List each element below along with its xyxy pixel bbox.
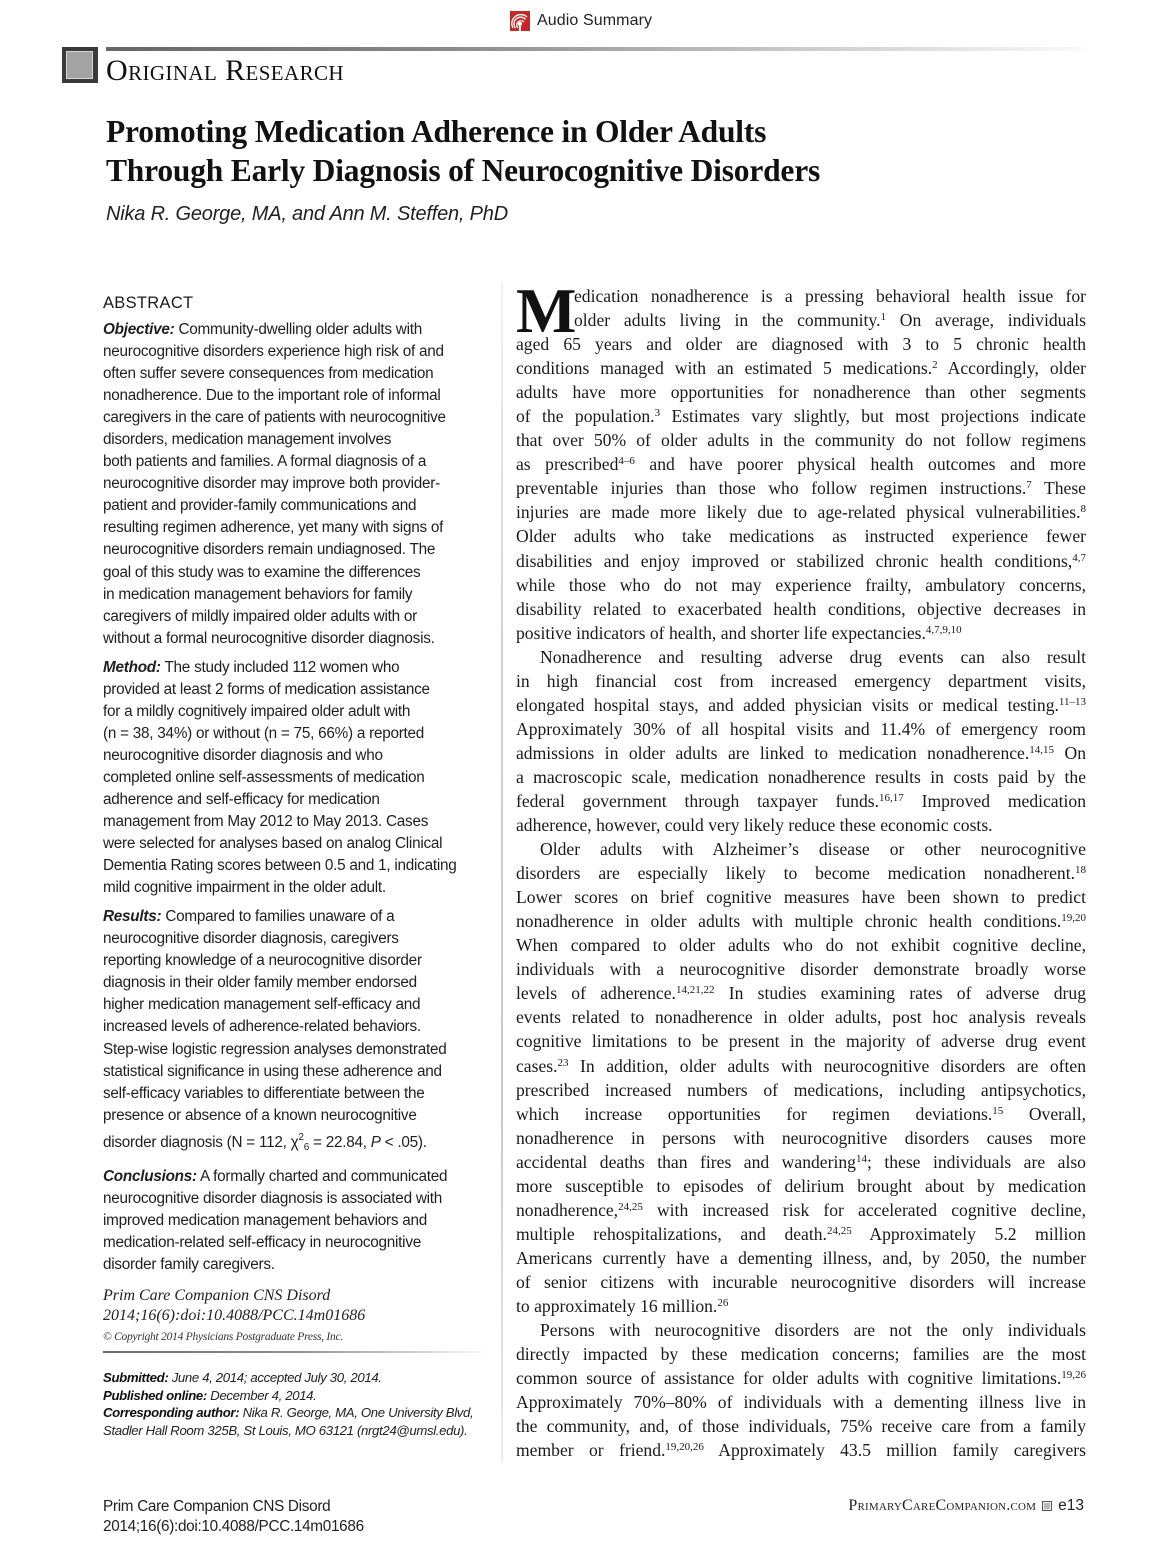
abstract-text: presence or absence of a known neurocognitive (103, 1106, 417, 1124)
body-text: nonadherence in older adults with multiple chronic health conditions. (516, 911, 1062, 932)
abstract (103, 292, 491, 1346)
abstract-text: reporting knowledge of a neurocognitive disorder (103, 952, 422, 970)
body-line (516, 1366, 1086, 1390)
body-text: Persons with neurocognitive disorders are not the only individuals (540, 1320, 1086, 1341)
abstract-line (103, 319, 491, 341)
corresponding-line (103, 1404, 498, 1422)
submitted-value: June 4, 2014; accepted July 30, 2014. (168, 1370, 382, 1385)
abstract-text: were selected for analyses based on analog Clinical (103, 835, 443, 853)
body-line (516, 404, 1086, 428)
audio-speaker-icon (510, 11, 530, 31)
abstract-line (103, 723, 491, 745)
citation-ref: 1 (880, 311, 886, 324)
body-text: admissions in older adults are linked to medication nonadherence. (516, 742, 1030, 763)
body-line (516, 524, 1086, 548)
body-text: of the population. (516, 406, 655, 427)
body-text: nonadherence in persons with neurocognitive disorders causes more (516, 1127, 1086, 1148)
section-marker-icon (62, 47, 98, 83)
stat-middle: = 22.84, (309, 1133, 371, 1151)
body-text: preventable injuries than those who follow regimen instructions. (516, 478, 1027, 499)
abstract-text: neurocognitive disorders remain undiagnosed. The (103, 541, 436, 559)
body-text: with increased risk for accelerated cognitive decline, (642, 1199, 1086, 1220)
abstract-line (103, 928, 491, 950)
body-text: These (1031, 478, 1086, 499)
citation-ref: 26 (717, 1296, 729, 1309)
abstract-line (103, 1105, 491, 1127)
body-line (516, 1005, 1086, 1029)
citation-line: Prim Care Companion CNS Disord (103, 1286, 331, 1304)
citation-ref: 24,25 (618, 1200, 643, 1213)
body-text: Older adults with Alzheimer’s disease or other neurocognitive (540, 839, 1086, 860)
stat-p-label: P (370, 1133, 381, 1151)
body-text: Overall, (1003, 1103, 1086, 1124)
divider (103, 1351, 488, 1353)
abstract-text: caregivers in the care of patients with neurocognitive (103, 409, 446, 427)
body-line (516, 669, 1086, 693)
body-text: nonadherence, (516, 1199, 619, 1220)
abstract-line (103, 745, 491, 767)
abstract-line (103, 628, 491, 650)
citation-ref: 19,20,26 (665, 1441, 704, 1454)
abstract-text: neurocognitive disorder diagnosis is associated with (103, 1189, 443, 1207)
published-line (103, 1387, 498, 1405)
abstract-line (103, 1016, 491, 1038)
stat-prefix: disorder diagnosis (N = 112, χ (103, 1133, 299, 1151)
abstract-line (103, 972, 491, 994)
citation-ref: 19,20 (1061, 912, 1086, 925)
body-text: Lower scores on brief cognitive measures have been shown to predict (516, 887, 1086, 908)
abstract-line (103, 767, 491, 789)
abstract-text: self-efficacy variables to differentiate between the (103, 1084, 425, 1102)
citation-ref: 2 (932, 359, 938, 372)
abstract-text: goal of this study was to examine the differences (103, 563, 421, 581)
body-line (516, 861, 1086, 885)
citation-ref: 3 (654, 407, 661, 420)
body-line (516, 741, 1086, 765)
body-line (516, 1222, 1086, 1246)
body-text: disability related to exacerbated health conditions, objective decreases in (516, 598, 1086, 619)
abstract-line (103, 906, 491, 928)
body-text: Approximately 70%–80% of individuals with a dementing illness live in (516, 1392, 1086, 1413)
citation-ref: 23 (557, 1056, 569, 1069)
abstract-line (103, 833, 491, 855)
body-line (516, 1342, 1086, 1366)
body-line (516, 308, 1086, 332)
body-text: Approximately 30% of all hospital visits and 11.4% of emergency room (516, 718, 1086, 739)
audio-summary-label: Audio Summary (537, 12, 653, 29)
body-text: positive indicators of health, and shorter life expectancies. (516, 622, 926, 643)
abstract-text: completed online self-assessments of medication (103, 768, 425, 786)
body-line (516, 837, 1086, 861)
body-text: Older adults who take medications as instructed experience fewer (516, 526, 1086, 547)
abstract-line (103, 429, 491, 451)
footer-journal-line: Prim Care Companion CNS Disord (103, 1498, 331, 1515)
body-line (516, 1029, 1086, 1053)
body-text: in high financial cost from increased emergency department visits, (516, 670, 1086, 691)
abstract-section (103, 1166, 491, 1276)
body-text: more susceptible to episodes of delirium brought about by medication (516, 1175, 1086, 1196)
body-line (516, 380, 1086, 404)
body-text: adherence, however, could very likely reduce these economic costs. (516, 815, 993, 836)
body-text: aged 65 years and older are diagnosed with 3 to 5 chronic health (516, 334, 1086, 355)
abstract-text: nonadherence. Due to the important role of informal (103, 387, 441, 405)
abstract-text: disorder family caregivers. (103, 1255, 275, 1273)
abstract-text: diagnosis in their older family member endorsed (103, 974, 417, 992)
corresponding-label: Corresponding author: (103, 1405, 240, 1420)
abstract-line (103, 994, 491, 1016)
body-text: member or friend. (516, 1440, 666, 1461)
body-line (516, 1246, 1086, 1270)
abstract-text: higher medication management self-efficacy and (103, 996, 421, 1014)
abstract-line (103, 1083, 491, 1105)
abstract-line (103, 341, 491, 363)
body-line (516, 597, 1086, 621)
abstract-section-label: Objective: (103, 321, 175, 338)
citation-ref: 4–6 (618, 455, 635, 468)
abstract-section-label: Conclusions: (103, 1167, 197, 1185)
page-number: e13 (1058, 1497, 1084, 1514)
body-line (516, 452, 1086, 476)
abstract-line (103, 855, 491, 877)
body-text: Improved medication (903, 790, 1086, 811)
body-line (516, 933, 1086, 957)
abstract-section (103, 319, 491, 650)
body-line (516, 1174, 1086, 1198)
body-line (516, 1294, 1086, 1318)
body-text: On average, individuals (886, 310, 1086, 331)
body-line (516, 1102, 1086, 1126)
body-text: When compared to older adults who do not exhibit cognitive decline, (516, 935, 1086, 956)
journal-website-link[interactable]: PrimaryCareCompanion.com (848, 1497, 1037, 1514)
abstract-section-label: Method: (103, 658, 161, 676)
abstract-text: A formally charted and communicated (196, 1167, 448, 1185)
body-paragraph (516, 837, 1086, 1318)
abstract-text: resulting regimen adherence, yet many with signs of (103, 519, 444, 537)
body-text: adults have more opportunities for nonadherence than other segments (516, 382, 1086, 403)
abstract-line (103, 1210, 491, 1232)
body-line (516, 981, 1086, 1005)
body-line (516, 573, 1086, 597)
citation-line: 2014;16(6):doi:10.4088/PCC.14m01686 (103, 1306, 366, 1324)
abstract-heading: ABSTRACT (103, 294, 194, 312)
abstract-text: neurocognitive disorder may improve both provider- (103, 475, 440, 493)
abstract-text: for a mildly cognitively impaired older adult with (103, 702, 411, 720)
body-text: cognitive limitations to be present in the majority of adverse drug event (516, 1031, 1086, 1052)
body-text: levels of adherence. (516, 983, 676, 1004)
body-line (516, 1270, 1086, 1294)
submitted-label: Submitted: (103, 1370, 169, 1385)
copyright: © Copyright 2014 Physicians Postgraduate Press, Inc. (103, 1330, 343, 1343)
footer-journal-line: 2014;16(6):doi:10.4088/PCC.14m01686 (103, 1518, 364, 1535)
body-text: Approximately 43.5 million family caregivers (703, 1440, 1086, 1461)
body-text: which increase opportunities for regimen deviations. (516, 1103, 993, 1124)
citation-ref: 14 (855, 1152, 867, 1165)
citation-ref: 4,7 (1072, 551, 1086, 564)
column-divider (501, 282, 503, 1462)
abstract-text: The study included 112 women who (160, 658, 400, 676)
body-text: In studies examining rates of adverse drug (714, 983, 1086, 1004)
body-text: individuals with a neurocognitive disorder demonstrate broadly worse (516, 959, 1086, 980)
published-value: December 4, 2014. (206, 1387, 317, 1403)
abstract-section (103, 657, 491, 900)
article-meta (103, 1369, 498, 1439)
abstract-line (103, 679, 491, 701)
audio-summary-link[interactable] (510, 11, 652, 31)
abstract-line (103, 606, 491, 628)
abstract-line (103, 385, 491, 407)
citation-ref: 18 (1075, 864, 1086, 877)
section-rule (106, 47, 1086, 51)
abstract-text: management from May 2012 to May 2013. Cases (103, 813, 429, 831)
body-line (516, 645, 1086, 669)
body-line (516, 957, 1086, 981)
body-line (516, 1318, 1086, 1342)
abstract-line (103, 473, 491, 495)
body-text: elongated hospital stays, and added physician visits or medical testing. (516, 694, 1059, 715)
body-line (516, 356, 1086, 380)
abstract-text: both patients and families. A formal diagnosis of a (103, 453, 427, 471)
body-text: edication nonadherence is a pressing behavioral health issue for (574, 286, 1086, 306)
abstract-line (103, 1188, 491, 1210)
body-line (516, 332, 1086, 356)
article-title (106, 112, 1006, 190)
authors: Nika R. George, MA, and Ann M. Steffen, PhD (106, 203, 508, 225)
citation-ref: 8 (1080, 503, 1086, 516)
citation-ref: 14,15 (1029, 743, 1055, 756)
abstract-citation (103, 1286, 491, 1326)
body-text: cases. (516, 1055, 558, 1076)
body-text: Estimates vary slightly, but most projections indicate (660, 406, 1086, 427)
body-line (516, 789, 1086, 813)
abstract-text: disorders, medication management involves (103, 431, 392, 449)
body-line (516, 717, 1086, 741)
section-label: Original Research (106, 54, 344, 87)
abstract-line (103, 584, 491, 606)
body-line (516, 284, 1086, 308)
abstract-line (103, 1232, 491, 1254)
abstract-text: Step-wise logistic regression analyses demonstrated (103, 1040, 447, 1058)
body-line (516, 1414, 1086, 1438)
abstract-text: without a formal neurocognitive disorder diagnosis. (103, 629, 435, 647)
body-paragraph (516, 275, 1086, 645)
body-line (516, 765, 1086, 789)
body-text: while those who do not may experience frailty, ambulatory concerns, (516, 574, 1086, 595)
body-text: disorders are especially likely to become medication nonadherent. (516, 863, 1075, 884)
body-line (516, 428, 1086, 452)
stat-subscript: 6 (303, 1141, 310, 1153)
abstract-line (103, 495, 491, 517)
body-line (516, 909, 1086, 933)
abstract-text: improved medication management behaviors and (103, 1211, 428, 1229)
abstract-line (103, 657, 491, 679)
article-body (516, 275, 1086, 1462)
abstract-line (103, 1254, 491, 1276)
body-text: that over 50% of older adults in the community do not follow regimens (516, 430, 1086, 451)
body-line (516, 549, 1086, 573)
abstract-section (103, 906, 491, 1159)
body-line (516, 1054, 1086, 1078)
body-text: disabilities and enjoy improved or stabilized chronic health conditions, (516, 550, 1073, 571)
abstract-line (103, 1166, 491, 1188)
abstract-text: Compared to families unaware of a (161, 908, 395, 926)
abstract-line (103, 701, 491, 723)
body-text: a macroscopic scale, medication nonadherence results in costs paid by the (516, 766, 1086, 787)
abstract-text: provided at least 2 forms of medication assistance (103, 680, 430, 698)
body-line (516, 1150, 1086, 1174)
abstract-line (103, 811, 491, 833)
stat-superscript: 2 (298, 1131, 304, 1143)
body-line (516, 693, 1086, 717)
abstract-text: neurocognitive disorder diagnosis and who (103, 746, 383, 764)
abstract-text: adherence and self-efficacy for medication (103, 790, 380, 808)
abstract-stat-line (103, 1127, 491, 1159)
body-text: the community, and, of those individuals, 75% receive care from a family (516, 1416, 1086, 1437)
abstract-text: medication-related self-efficacy in neurocognitive (103, 1233, 421, 1251)
published-label: Published online: (103, 1387, 207, 1403)
abstract-text: neurocognitive disorders experience high risk of and (103, 343, 444, 361)
abstract-text: (n = 38, 34%) or without (n = 75, 66%) a reported (103, 724, 425, 742)
body-paragraph (516, 645, 1086, 837)
stat-suffix: < .05). (380, 1133, 427, 1151)
citation-ref: 15 (992, 1104, 1004, 1117)
body-text: multiple rehospitalizations, and death. (516, 1223, 827, 1244)
abstract-line (103, 877, 491, 899)
body-line (516, 621, 1086, 645)
body-text: older adults living in the community. (574, 310, 881, 331)
body-text: injuries are made more likely due to age-related physical vulnerabilities. (516, 502, 1081, 523)
abstract-line (103, 407, 491, 429)
body-line (516, 813, 1086, 837)
citation-ref: 7 (1026, 479, 1032, 492)
citation-ref: 4,7,9,10 (925, 623, 962, 636)
citation-ref: 24,25 (826, 1224, 852, 1237)
abstract-line (103, 950, 491, 972)
body-line (516, 1390, 1086, 1414)
submitted-line (103, 1369, 498, 1387)
corresponding-value: Nika R. George, MA, One University Blvd, (239, 1405, 474, 1420)
citation-ref: 14,21,22 (675, 984, 715, 997)
abstract-text: mild cognitive impairment in the older adult. (103, 879, 386, 897)
body-text: prescribed increased numbers of medications, including antipsychotics, (516, 1079, 1086, 1100)
abstract-text: caregivers of mildly impaired older adults with or (103, 607, 417, 625)
body-text: events related to nonadherence in older adults, post hoc analysis reveals (516, 1007, 1086, 1028)
abstract-line (103, 451, 491, 473)
citation-ref: 19,26 (1061, 1369, 1086, 1382)
abstract-text: neurocognitive disorder diagnosis, caregivers (103, 930, 399, 948)
footer-site (848, 1497, 1084, 1515)
body-text: Accordingly, older (937, 358, 1086, 379)
body-line (516, 1078, 1086, 1102)
body-text: Nonadherence and resulting adverse drug events can also result (540, 646, 1086, 667)
title-line: Through Early Diagnosis of Neurocognitive Disorders (106, 153, 821, 188)
abstract-line (103, 562, 491, 584)
abstract-line (103, 539, 491, 561)
abstract-line (103, 517, 491, 539)
citation-ref: 16,17 (879, 791, 904, 804)
separator-square-icon (1042, 1501, 1052, 1511)
body-text: directly impacted by these medication concerns; families are the most (516, 1344, 1086, 1365)
title-line: Promoting Medication Adherence in Older Adults (106, 114, 767, 149)
corresponding-line-2: Stadler Hall Room 325B, St Louis, MO 63121 (nrgt24@umsl.edu). (103, 1422, 468, 1438)
body-line (516, 885, 1086, 909)
body-line (516, 1438, 1086, 1462)
body-text: conditions managed with an estimated 5 medications. (516, 358, 933, 379)
body-text: In addition, older adults with neurocognitive disorders are often (568, 1055, 1086, 1076)
body-line (516, 1198, 1086, 1222)
body-text: of senior citizens with incurable neurocognitive disorders will increase (516, 1271, 1086, 1292)
citation-ref: 11–13 (1058, 695, 1086, 708)
body-line (516, 500, 1086, 524)
body-text: as prescribed (516, 454, 619, 475)
body-text: and have poorer physical health outcomes and more (634, 454, 1086, 475)
body-text: accidental deaths than fires and wandering (516, 1151, 856, 1172)
abstract-text: Dementia Rating scores between 0.5 and 1, indicating (103, 857, 457, 875)
body-text: Americans currently have a dementing illness, and, by 2050, the number (516, 1247, 1086, 1268)
abstract-line (103, 1061, 491, 1083)
body-text: On (1054, 742, 1086, 763)
abstract-text: in medication management behaviors for family (103, 585, 413, 603)
body-text: Approximately 5.2 million (851, 1223, 1086, 1244)
abstract-line (103, 1039, 491, 1061)
footer-journal (103, 1497, 364, 1537)
body-line (516, 1126, 1086, 1150)
body-paragraph (516, 1318, 1086, 1462)
abstract-line (103, 363, 491, 385)
body-text: ; these individuals are also (866, 1151, 1086, 1172)
drop-cap: M (516, 275, 577, 346)
abstract-text: statistical significance in using these adherence and (103, 1062, 442, 1080)
body-text: common source of assistance for older adults with cognitive limitations. (516, 1368, 1062, 1389)
abstract-line (103, 789, 491, 811)
abstract-section-label: Results: (103, 908, 162, 926)
body-line (516, 476, 1086, 500)
abstract-text: patient and provider-family communications and (103, 497, 417, 515)
body-text: to approximately 16 million. (516, 1295, 718, 1316)
abstract-text: Community-dwelling older adults with (174, 321, 422, 338)
body-text: federal government through taxpayer funds. (516, 790, 879, 811)
abstract-text: often suffer severe consequences from medication (103, 365, 434, 383)
abstract-text: increased levels of adherence-related behaviors. (103, 1018, 421, 1036)
